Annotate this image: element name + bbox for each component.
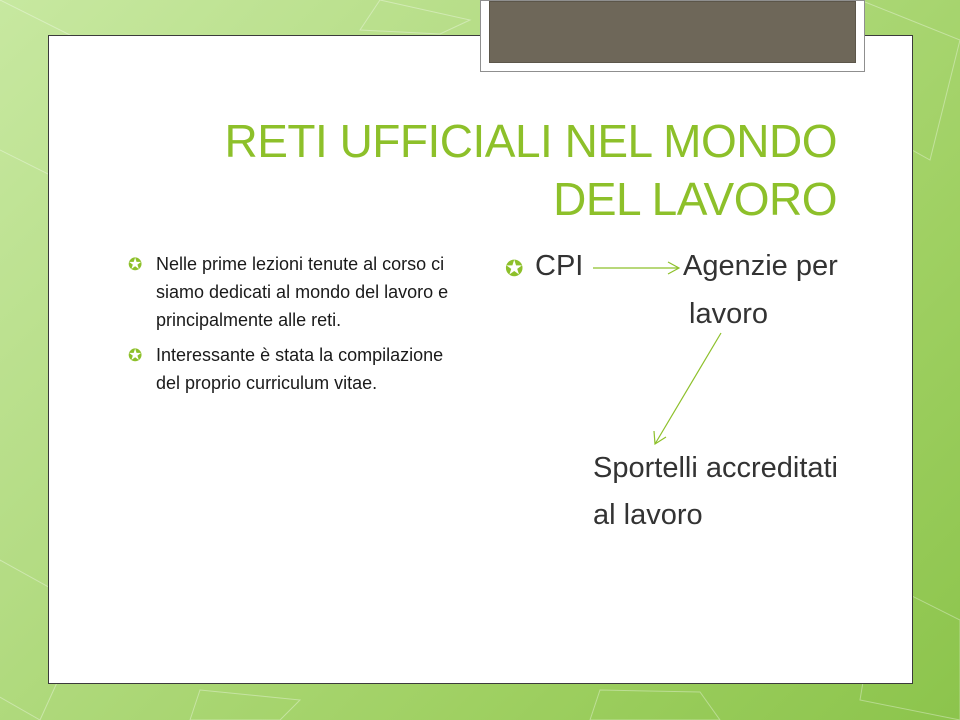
cpi-label: CPI [535, 250, 584, 282]
circled-bullet-icon: ✪ [505, 257, 524, 282]
agenzie-label-line1: Agenzie per [683, 250, 838, 282]
right-content [505, 246, 905, 556]
circled-bullet-icon: ✪ [128, 346, 143, 366]
sportelli-label-line1: Sportelli accreditati [593, 452, 838, 484]
bullet-text: Interessante è stata la compilazione del proprio curriculum vitae. [156, 345, 444, 393]
bullet-item [128, 250, 468, 334]
slide-title: RETI UFFICIALI NEL MONDO DEL LAVORO [224, 115, 837, 225]
sportelli-label-line2: al lavoro [593, 499, 703, 531]
title-decoration [480, 0, 865, 72]
agenzie-label-line2: lavoro [689, 298, 768, 330]
bullet-text: Nelle prime lezioni tenute al corso ci siamo dedicati al mondo del lavoro e principalmente alle reti. [156, 254, 449, 330]
circled-bullet-icon: ✪ [128, 255, 143, 275]
bullet-item [128, 341, 468, 397]
left-content [128, 250, 468, 404]
title-decoration-fill [489, 1, 856, 63]
